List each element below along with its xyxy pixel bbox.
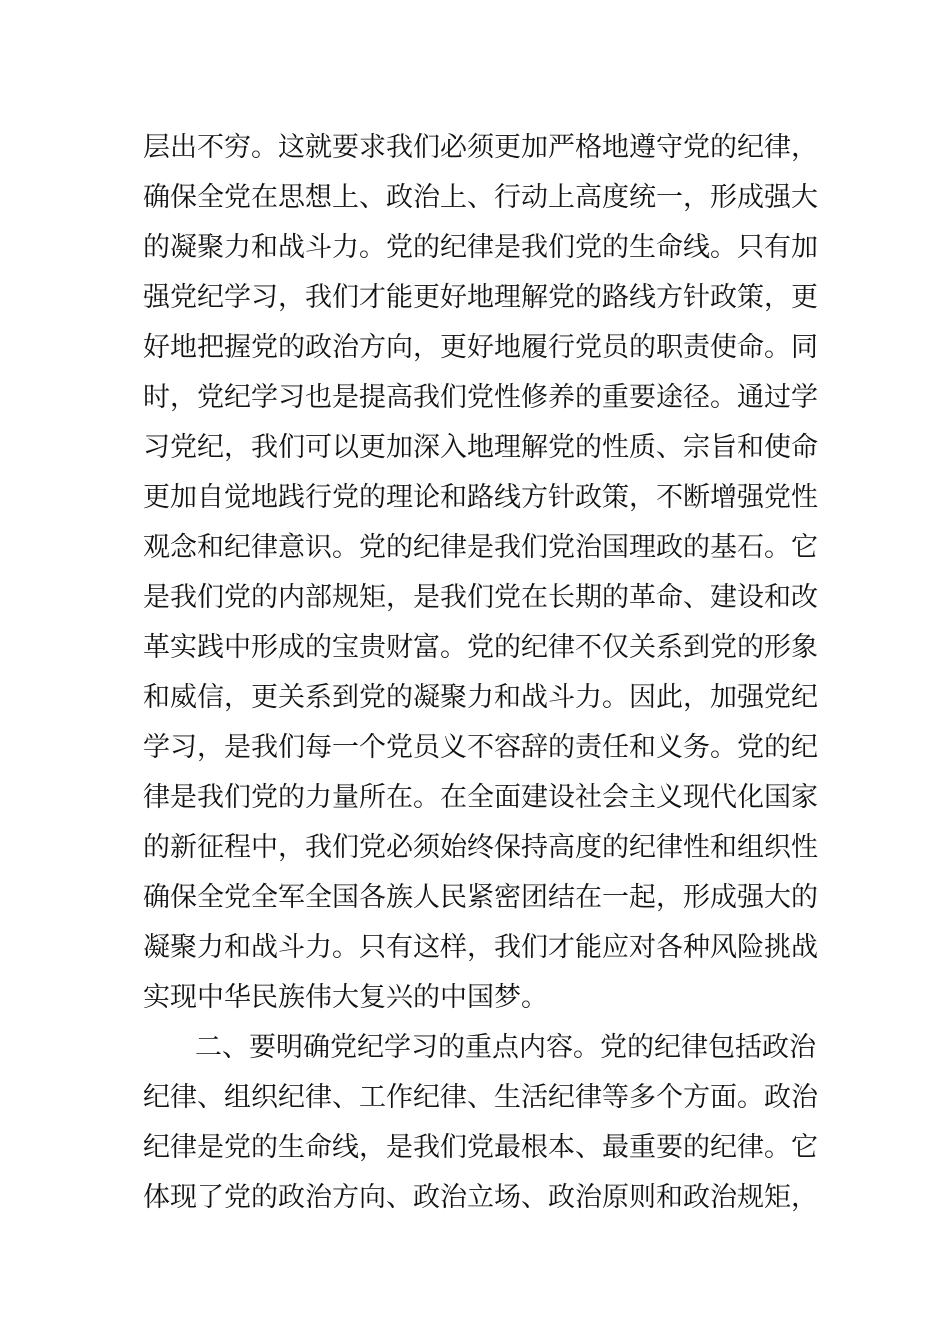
text-line: 实现中华民族伟大复兴的中国梦。 [143,982,548,1013]
text-line: 革实践中形成的宝贵财富。党的纪律不仅关系到党的形象 [143,632,818,663]
document-body [143,123,823,1223]
text-line: 确保全党在思想上、政治上、行动上高度统一，形成强大 [143,182,818,213]
text-line: 纪律、组织纪律、工作纪律、生活纪律等多个方面。政治 [143,1082,818,1113]
text-line: 的新征程中，我们党必须始终保持高度的纪律性和组织性 [143,832,818,863]
text-line: 是我们党的内部规矩，是我们党在长期的革命、建设和改 [143,582,818,613]
text-line: 习党纪，我们可以更加深入地理解党的性质、宗旨和使命 [143,432,818,463]
text-line: 的凝聚力和战斗力。党的纪律是我们党的生命线。只有加 [143,232,818,263]
text-line: 确保全党全军全国各族人民紧密团结在一起，形成强大的 [143,882,818,913]
text-line: 体现了党的政治方向、政治立场、政治原则和政治规矩， [143,1182,818,1213]
text-line: 观念和纪律意识。党的纪律是我们党治国理政的基石。它 [143,532,818,563]
section-heading-line: 二、要明确党纪学习的重点内容。党的纪律包括政治 [195,1032,816,1063]
text-line: 学习，是我们每一个党员义不容辞的责任和义务。党的纪 [143,732,818,763]
text-line: 律是我们党的力量所在。在全面建设社会主义现代化国家 [143,782,818,813]
text-line: 和威信，更关系到党的凝聚力和战斗力。因此，加强党纪 [143,682,818,713]
text-line: 更加自觉地践行党的理论和路线方针政策，不断增强党性 [143,482,818,513]
text-line: 层出不穷。这就要求我们必须更加严格地遵守党的纪律， [143,132,818,163]
text-line: 凝聚力和战斗力。只有这样，我们才能应对各种风险挑战 [143,932,818,963]
text-line: 好地把握党的政治方向，更好地履行党员的职责使命。同 [143,332,818,363]
text-line: 时，党纪学习也是提高我们党性修养的重要途径。通过学 [143,382,818,413]
text-line: 强党纪学习，我们才能更好地理解党的路线方针政策，更 [143,282,818,313]
text-line: 纪律是党的生命线，是我们党最根本、最重要的纪律。它 [143,1132,818,1163]
